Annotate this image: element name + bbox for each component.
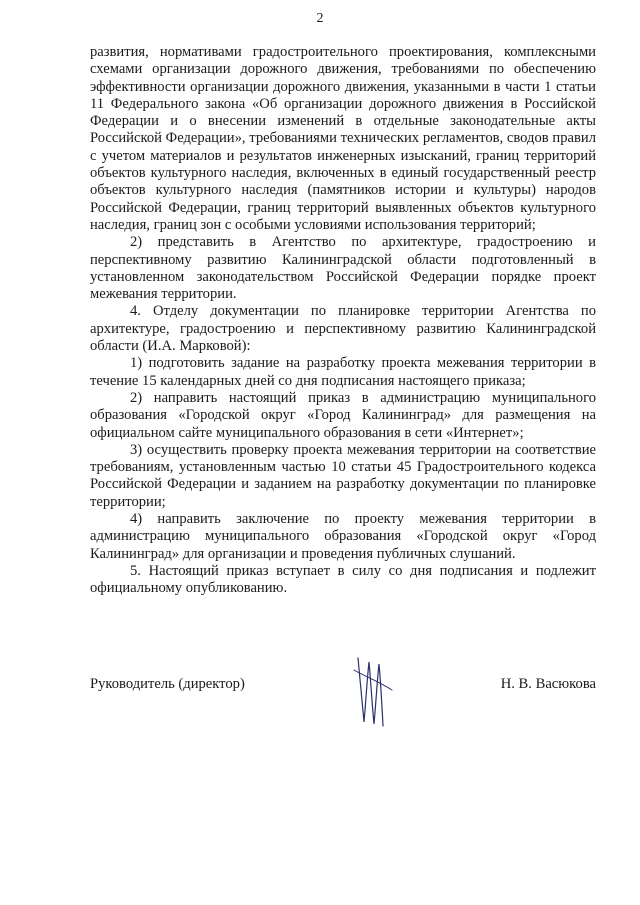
paragraph-continuation: развития, нормативами градостроительного проектирования, комплексными схемами организации дорожного движения, требованиями по обеспечению эффективности организации дорожного движения, указанными в части 1 статьи 11 Федерального закона «Об организации дорожного движения в Российской Федерации и о внесении изменений в отдельные законодательные акты Российской Федерации», требованиями технических регламентов, сводов правил с учетом материалов и результатов инженерных изысканий, границ территорий объектов культурного наследия, включенных в единый государственный реестр объектов культурного наследия (памятников истории и культуры) народов Российской Федерации, границ территорий выявленных объектов культурного наследия, границ зон с особыми условиями использования территорий; — [90, 44, 596, 233]
paragraph-section-4: 4. Отделу документации по планировке территории Агентства по архитектуре, градостроению и перспективному развитию Калининградской области (И.А. Марковой): — [90, 303, 596, 355]
handwritten-signature — [352, 650, 398, 730]
paragraph-item-4-conclusion: 4) направить заключение по проекту межевания территории в администрацию муниципального образования «Городской округ «Город Калининград» для организации и проведения публичных слушаний. — [90, 511, 596, 562]
signer-name: Н. В. Васюкова — [500, 676, 596, 692]
paragraph-item-1-task: 1) подготовить задание на разработку проекта межевания территории в течение 15 календарных дней со дня подписания настоящего приказа; — [90, 355, 596, 389]
paragraph-item-2-submit: 2) представить в Агентство по архитектуре, градостроению и перспективному развитию Калининградской области подготовленный в установленном законодательством Российской Федерации порядке проект межевания территории. — [90, 234, 596, 303]
paragraph-item-3-check: 3) осуществить проверку проекта межевания территории на соответствие требованиям, установленным частью 10 статьи 45 Градостроительного кодекса Российской Федерации и заданием на разработку документации по планировке территории; — [90, 441, 596, 510]
signer-title: Руководитель (директор) — [90, 676, 245, 692]
paragraph-item-2-send: 2) направить настоящий приказ в администрацию муниципального образования «Городской округ «Город Калининград» для размещения на официальном сайте муниципального образования в сети «Интернет»; — [90, 389, 596, 441]
page-number: 2 — [316, 11, 324, 26]
signature-block — [90, 672, 596, 732]
paragraph-section-5: 5. Настоящий приказ вступает в силу со дня подписания и подлежит официальному опубликованию. — [90, 562, 596, 597]
document-body — [90, 44, 596, 598]
